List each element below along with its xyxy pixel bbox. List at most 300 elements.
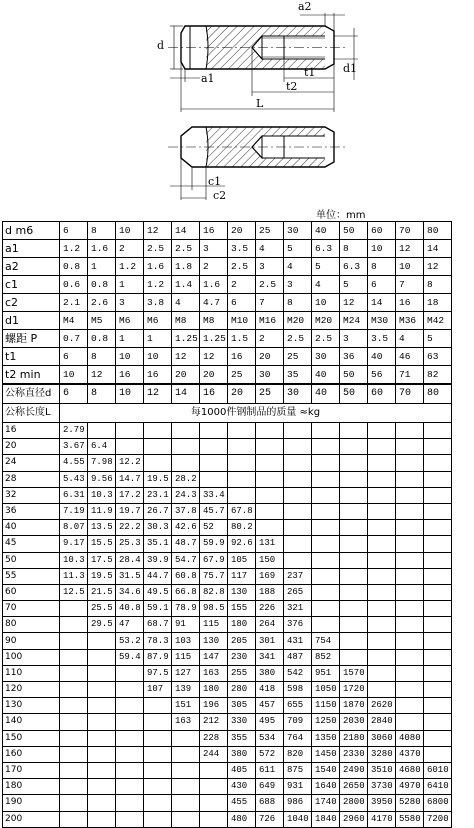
- mass-cell: [172, 730, 200, 746]
- mass-cell: [396, 617, 424, 633]
- mass-cell: 3950: [368, 795, 396, 811]
- mass-cell: [88, 811, 116, 827]
- mass-cell: [144, 730, 172, 746]
- mass-length-cell: 36: [3, 503, 60, 519]
- mass-length-cell: 130: [3, 698, 60, 714]
- mass-cell: 23.1: [144, 487, 172, 503]
- mass-cell: [256, 439, 284, 455]
- mass-cell: 19.5: [88, 568, 116, 584]
- mass-cell: 21.5: [88, 584, 116, 600]
- mass-cell: [200, 779, 228, 795]
- mass-cell: 107: [144, 682, 172, 698]
- mass-cell: [88, 714, 116, 730]
- spec-cell: 12: [424, 258, 452, 276]
- mass-cell: 131: [256, 536, 284, 552]
- spec-cell: 63: [424, 348, 452, 366]
- spec-cell: 10: [60, 366, 88, 384]
- mass-cell: [256, 423, 284, 439]
- mass-cell: [368, 487, 396, 503]
- spec-cell: 20: [200, 366, 228, 384]
- mass-cell: [60, 633, 88, 649]
- spec-cell: 2.5: [256, 276, 284, 294]
- mass-cell: 115: [200, 617, 228, 633]
- mass-cell: [368, 665, 396, 681]
- mass-cell: [172, 746, 200, 762]
- mass-cell: 341: [256, 649, 284, 665]
- mass-cell: [368, 682, 396, 698]
- mass-cell: [200, 471, 228, 487]
- mass-cell: [144, 423, 172, 439]
- mass-cell: 709: [284, 714, 312, 730]
- mass-cell: [60, 730, 88, 746]
- mass-row: [3, 568, 452, 584]
- mass-diameter-cell: 16: [200, 385, 228, 404]
- mass-cell: 6.4: [88, 439, 116, 455]
- mass-cell: [368, 617, 396, 633]
- spec-cell: 70: [396, 222, 424, 240]
- spec-cell: 1.2: [60, 240, 88, 258]
- mass-cell: 117: [228, 568, 256, 584]
- mass-cell: [396, 455, 424, 471]
- mass-length-cell: 40: [3, 520, 60, 536]
- spec-cell: 5: [340, 276, 368, 294]
- mass-cell: [340, 633, 368, 649]
- mass-cell: 19.7: [116, 503, 144, 519]
- spec-cell: M8: [200, 312, 228, 330]
- mass-cell: 10.3: [88, 487, 116, 503]
- mass-cell: 2490: [340, 762, 368, 778]
- mass-cell: [172, 795, 200, 811]
- mass-cell: 431: [284, 633, 312, 649]
- mass-row: [3, 665, 452, 681]
- spec-cell: 71: [396, 366, 424, 384]
- mass-cell: [116, 682, 144, 698]
- mass-cell: 1150: [312, 698, 340, 714]
- mass-cell: 59.1: [144, 601, 172, 617]
- mass-cell: 598: [284, 682, 312, 698]
- mass-cell: [284, 536, 312, 552]
- mass-diameter-cell: 25: [256, 385, 284, 404]
- spec-cell: 3: [256, 258, 284, 276]
- mass-cell: 1540: [312, 762, 340, 778]
- mass-cell: 5280: [396, 795, 424, 811]
- mass-cell: 115: [172, 649, 200, 665]
- mass-cell: 14.7: [116, 471, 144, 487]
- spec-cell: 16: [116, 366, 144, 384]
- spec-cell: M6: [116, 312, 144, 330]
- mass-cell: [284, 471, 312, 487]
- mass-cell: 9.17: [60, 536, 88, 552]
- mass-cell: 457: [256, 698, 284, 714]
- spec-row-label: t1: [3, 348, 60, 366]
- mass-cell: [368, 536, 396, 552]
- mass-cell: [116, 779, 144, 795]
- mass-cell: 4970: [396, 779, 424, 795]
- mass-cell: 1250: [312, 714, 340, 730]
- mass-cell: [200, 795, 228, 811]
- mass-cell: 4370: [396, 746, 424, 762]
- mass-cell: [424, 584, 452, 600]
- mass-cell: [284, 439, 312, 455]
- mass-cell: [368, 601, 396, 617]
- spec-cell: 10: [312, 294, 340, 312]
- mass-cell: [396, 471, 424, 487]
- mass-cell: 28.4: [116, 552, 144, 568]
- mass-length-cell: 50: [3, 552, 60, 568]
- pin-section-view-bottom: [168, 127, 345, 200]
- mass-cell: 49.5: [144, 584, 172, 600]
- spec-cell: 1.8: [172, 258, 200, 276]
- spec-cell: 1.2: [116, 258, 144, 276]
- mass-cell: [60, 617, 88, 633]
- mass-cell: 1350: [312, 730, 340, 746]
- mass-cell: 1450: [312, 746, 340, 762]
- mass-row: [3, 455, 452, 471]
- mass-cell: [396, 682, 424, 698]
- mass-cell: 455: [228, 795, 256, 811]
- spec-cell: 3.8: [144, 294, 172, 312]
- mass-row: [3, 503, 452, 519]
- mass-cell: [396, 536, 424, 552]
- mass-cell: 688: [256, 795, 284, 811]
- mass-cell: 430: [228, 779, 256, 795]
- mass-cell: [340, 552, 368, 568]
- spec-cell: M4: [60, 312, 88, 330]
- mass-cell: [396, 601, 424, 617]
- spec-cell: 2: [256, 330, 284, 348]
- spec-row: [3, 222, 452, 240]
- mass-cell: 7200: [424, 811, 452, 827]
- spec-cell: 80: [424, 222, 452, 240]
- spec-row-label: a1: [3, 240, 60, 258]
- mass-length-cell: 16: [3, 423, 60, 439]
- mass-cell: 29.5: [88, 617, 116, 633]
- mass-cell: 35.1: [144, 536, 172, 552]
- spec-cell: 14: [424, 240, 452, 258]
- dimension-spec-table: [2, 221, 452, 384]
- mass-cell: [256, 520, 284, 536]
- mass-cell: 12.2: [116, 455, 144, 471]
- spec-row: [3, 366, 452, 384]
- mass-cell: 68.7: [144, 617, 172, 633]
- mass-cell: 852: [312, 649, 340, 665]
- mass-cell: 418: [256, 682, 284, 698]
- spec-cell: 4: [256, 240, 284, 258]
- mass-row: [3, 795, 452, 811]
- mass-cell: 611: [256, 762, 284, 778]
- spec-cell: 3: [200, 240, 228, 258]
- mass-diameter-header-row: [3, 385, 452, 404]
- mass-cell: 52: [200, 520, 228, 536]
- mass-length-cell: 180: [3, 779, 60, 795]
- spec-row-label: t2 min: [3, 366, 60, 384]
- spec-cell: 20: [256, 348, 284, 366]
- mass-cell: 6410: [424, 779, 452, 795]
- mass-row: [3, 682, 452, 698]
- mass-cell: [340, 520, 368, 536]
- mass-cell: 44.7: [144, 568, 172, 584]
- mass-cell: [368, 471, 396, 487]
- mass-cell: [368, 649, 396, 665]
- mass-cell: [228, 423, 256, 439]
- mass-cell: 127: [172, 665, 200, 681]
- spec-cell: 40: [312, 222, 340, 240]
- spec-cell: 0.8: [88, 276, 116, 294]
- mass-cell: 45.7: [200, 503, 228, 519]
- spec-row: [3, 312, 452, 330]
- mass-cell: 2.79: [60, 423, 88, 439]
- mass-cell: 28.2: [172, 471, 200, 487]
- mass-cell: [396, 552, 424, 568]
- mass-cell: 265: [284, 584, 312, 600]
- mass-cell: 139: [172, 682, 200, 698]
- spec-cell: 3.5: [368, 330, 396, 348]
- spec-cell: 12: [88, 366, 116, 384]
- mass-cell: [368, 455, 396, 471]
- spec-cell: 0.7: [60, 330, 88, 348]
- mass-length-cell: 60: [3, 584, 60, 600]
- mass-cell: 3.67: [60, 439, 88, 455]
- mass-cell: [340, 649, 368, 665]
- spec-cell: 7: [396, 276, 424, 294]
- mass-cell: 1720: [340, 682, 368, 698]
- mass-cell: [60, 762, 88, 778]
- dim-c2-label: c2: [213, 189, 227, 202]
- spec-cell: 46: [396, 348, 424, 366]
- mass-cell: 15.5: [88, 536, 116, 552]
- mass-cell: [424, 633, 452, 649]
- spec-cell: M16: [256, 312, 284, 330]
- mass-cell: [368, 520, 396, 536]
- spec-cell: 2.1: [60, 294, 88, 312]
- mass-cell: [340, 455, 368, 471]
- dim-d1-label: d1: [343, 62, 358, 75]
- mass-cell: 2960: [340, 811, 368, 827]
- spec-cell: 30: [284, 222, 312, 240]
- mass-cell: [396, 649, 424, 665]
- dim-L-label: L: [256, 97, 264, 110]
- mass-cell: [340, 487, 368, 503]
- mass-cell: [312, 552, 340, 568]
- mass-diameter-cell: 40: [312, 385, 340, 404]
- mass-cell: [312, 568, 340, 584]
- mass-cell: 80.2: [228, 520, 256, 536]
- mass-cell: 39.9: [144, 552, 172, 568]
- spec-cell: 10: [116, 348, 144, 366]
- spec-cell: 50: [340, 366, 368, 384]
- mass-length-cell: 200: [3, 811, 60, 827]
- mass-cell: 2620: [368, 698, 396, 714]
- mass-cell: 6010: [424, 762, 452, 778]
- spec-cell: 1.4: [172, 276, 200, 294]
- mass-cell: 1570: [340, 665, 368, 681]
- mass-row: [3, 730, 452, 746]
- mass-cell: [228, 487, 256, 503]
- mass-cell: [424, 455, 452, 471]
- mass-cell: 78.3: [144, 633, 172, 649]
- dim-t1-label: t1: [304, 66, 316, 79]
- mass-cell: 155: [228, 601, 256, 617]
- mass-cell: 60.8: [172, 568, 200, 584]
- mass-cell: 37.8: [172, 503, 200, 519]
- spec-row-label: d1: [3, 312, 60, 330]
- spec-cell: 12: [200, 348, 228, 366]
- mass-cell: [312, 601, 340, 617]
- mass-cell: 26.7: [144, 503, 172, 519]
- mass-cell: 212: [200, 714, 228, 730]
- mass-cell: [256, 455, 284, 471]
- mass-cell: 11.9: [88, 503, 116, 519]
- mass-cell: 59.9: [200, 536, 228, 552]
- mass-cell: [396, 520, 424, 536]
- mass-diameter-cell: 80: [424, 385, 452, 404]
- mass-row: [3, 487, 452, 503]
- mass-cell: [284, 503, 312, 519]
- mass-cell: [88, 649, 116, 665]
- mass-diameter-cell: 8: [88, 385, 116, 404]
- mass-cell: 572: [256, 746, 284, 762]
- spec-cell: 6: [228, 294, 256, 312]
- mass-cell: [144, 762, 172, 778]
- mass-row: [3, 584, 452, 600]
- spec-cell: 2: [116, 240, 144, 258]
- mass-cell: 8.07: [60, 520, 88, 536]
- spec-cell: M10: [228, 312, 256, 330]
- spec-row: [3, 258, 452, 276]
- mass-cell: [256, 503, 284, 519]
- spec-cell: M6: [144, 312, 172, 330]
- mass-cell: [284, 487, 312, 503]
- mass-cell: 487: [284, 649, 312, 665]
- mass-cell: [200, 423, 228, 439]
- mass-cell: [116, 439, 144, 455]
- mass-cell: [312, 423, 340, 439]
- mass-cell: [60, 698, 88, 714]
- mass-cell: [312, 455, 340, 471]
- mass-cell: 655: [284, 698, 312, 714]
- mass-cell: 3280: [368, 746, 396, 762]
- spec-cell: 1.25: [200, 330, 228, 348]
- mass-cell: [88, 665, 116, 681]
- mass-cell: [424, 730, 452, 746]
- spec-cell: 1.25: [172, 330, 200, 348]
- mass-cell: 376: [284, 617, 312, 633]
- mass-cell: 2180: [340, 730, 368, 746]
- mass-cell: 754: [312, 633, 340, 649]
- mass-cell: 4170: [368, 811, 396, 827]
- mass-cell: [88, 762, 116, 778]
- mass-cell: [88, 746, 116, 762]
- mass-cell: 726: [256, 811, 284, 827]
- mass-cell: [424, 665, 452, 681]
- mass-cell: [312, 471, 340, 487]
- spec-cell: 0.8: [88, 330, 116, 348]
- spec-cell: 30: [256, 366, 284, 384]
- mass-cell: 147: [200, 649, 228, 665]
- spec-cell: M42: [424, 312, 452, 330]
- mass-length-cell: 28: [3, 471, 60, 487]
- spec-cell: 16: [228, 348, 256, 366]
- mass-cell: 4680: [396, 762, 424, 778]
- mass-cell: 33.4: [200, 487, 228, 503]
- mass-cell: 380: [256, 665, 284, 681]
- mass-cell: 22.2: [116, 520, 144, 536]
- spec-cell: 10: [144, 348, 172, 366]
- mass-cell: 25.5: [88, 601, 116, 617]
- mass-cell: 280: [228, 682, 256, 698]
- mass-cell: 188: [256, 584, 284, 600]
- mass-cell: [424, 536, 452, 552]
- spec-cell: 10: [396, 258, 424, 276]
- mass-cell: [144, 698, 172, 714]
- mass-caption-row: [3, 404, 452, 423]
- mass-cell: [424, 423, 452, 439]
- mass-cell: 13.5: [88, 520, 116, 536]
- mass-cell: 255: [228, 665, 256, 681]
- mass-diameter-cell: 60: [368, 385, 396, 404]
- mass-length-cell: 70: [3, 601, 60, 617]
- spec-cell: 56: [368, 366, 396, 384]
- spec-cell: 2: [228, 276, 256, 294]
- mass-cell: [284, 423, 312, 439]
- mass-cell: 4.55: [60, 455, 88, 471]
- mass-cell: [424, 568, 452, 584]
- spec-cell: 30: [312, 348, 340, 366]
- mass-cell: [116, 698, 144, 714]
- spec-cell: 5: [312, 258, 340, 276]
- spec-cell: 2.6: [88, 294, 116, 312]
- mass-cell: 180: [228, 617, 256, 633]
- mass-length-cell: 24: [3, 455, 60, 471]
- mass-cell: 42.6: [172, 520, 200, 536]
- mass-cell: [88, 633, 116, 649]
- mass-cell: 5580: [396, 811, 424, 827]
- mass-cell: 480: [228, 811, 256, 827]
- mass-cell: 59.4: [116, 649, 144, 665]
- mass-cell: 2800: [340, 795, 368, 811]
- mass-cell: [116, 746, 144, 762]
- mass-cell: 25.3: [116, 536, 144, 552]
- mass-cell: [116, 730, 144, 746]
- spec-cell: 25: [228, 366, 256, 384]
- mass-cell: 7.98: [88, 455, 116, 471]
- spec-cell: 6: [60, 348, 88, 366]
- mass-cell: [368, 552, 396, 568]
- mass-cell: [368, 503, 396, 519]
- spec-cell: M5: [88, 312, 116, 330]
- mass-cell: [200, 439, 228, 455]
- mass-cell: [172, 455, 200, 471]
- mass-cell: 226: [256, 601, 284, 617]
- mass-cell: 19.5: [144, 471, 172, 487]
- spec-cell: 40: [368, 348, 396, 366]
- spec-cell: 6.3: [312, 240, 340, 258]
- spec-cell: 8: [340, 240, 368, 258]
- spec-cell: 14: [172, 222, 200, 240]
- mass-cell: 53.2: [116, 633, 144, 649]
- mass-cell: [116, 795, 144, 811]
- spec-cell: 8: [88, 348, 116, 366]
- mass-cell: [200, 762, 228, 778]
- mass-cell: [368, 633, 396, 649]
- dim-t2-label: t2: [286, 80, 298, 93]
- spec-cell: 0.8: [60, 258, 88, 276]
- mass-cell: 30.3: [144, 520, 172, 536]
- mass-cell: [144, 779, 172, 795]
- mass-cell: 230: [228, 649, 256, 665]
- mass-cell: [144, 811, 172, 827]
- mass-cell: [284, 520, 312, 536]
